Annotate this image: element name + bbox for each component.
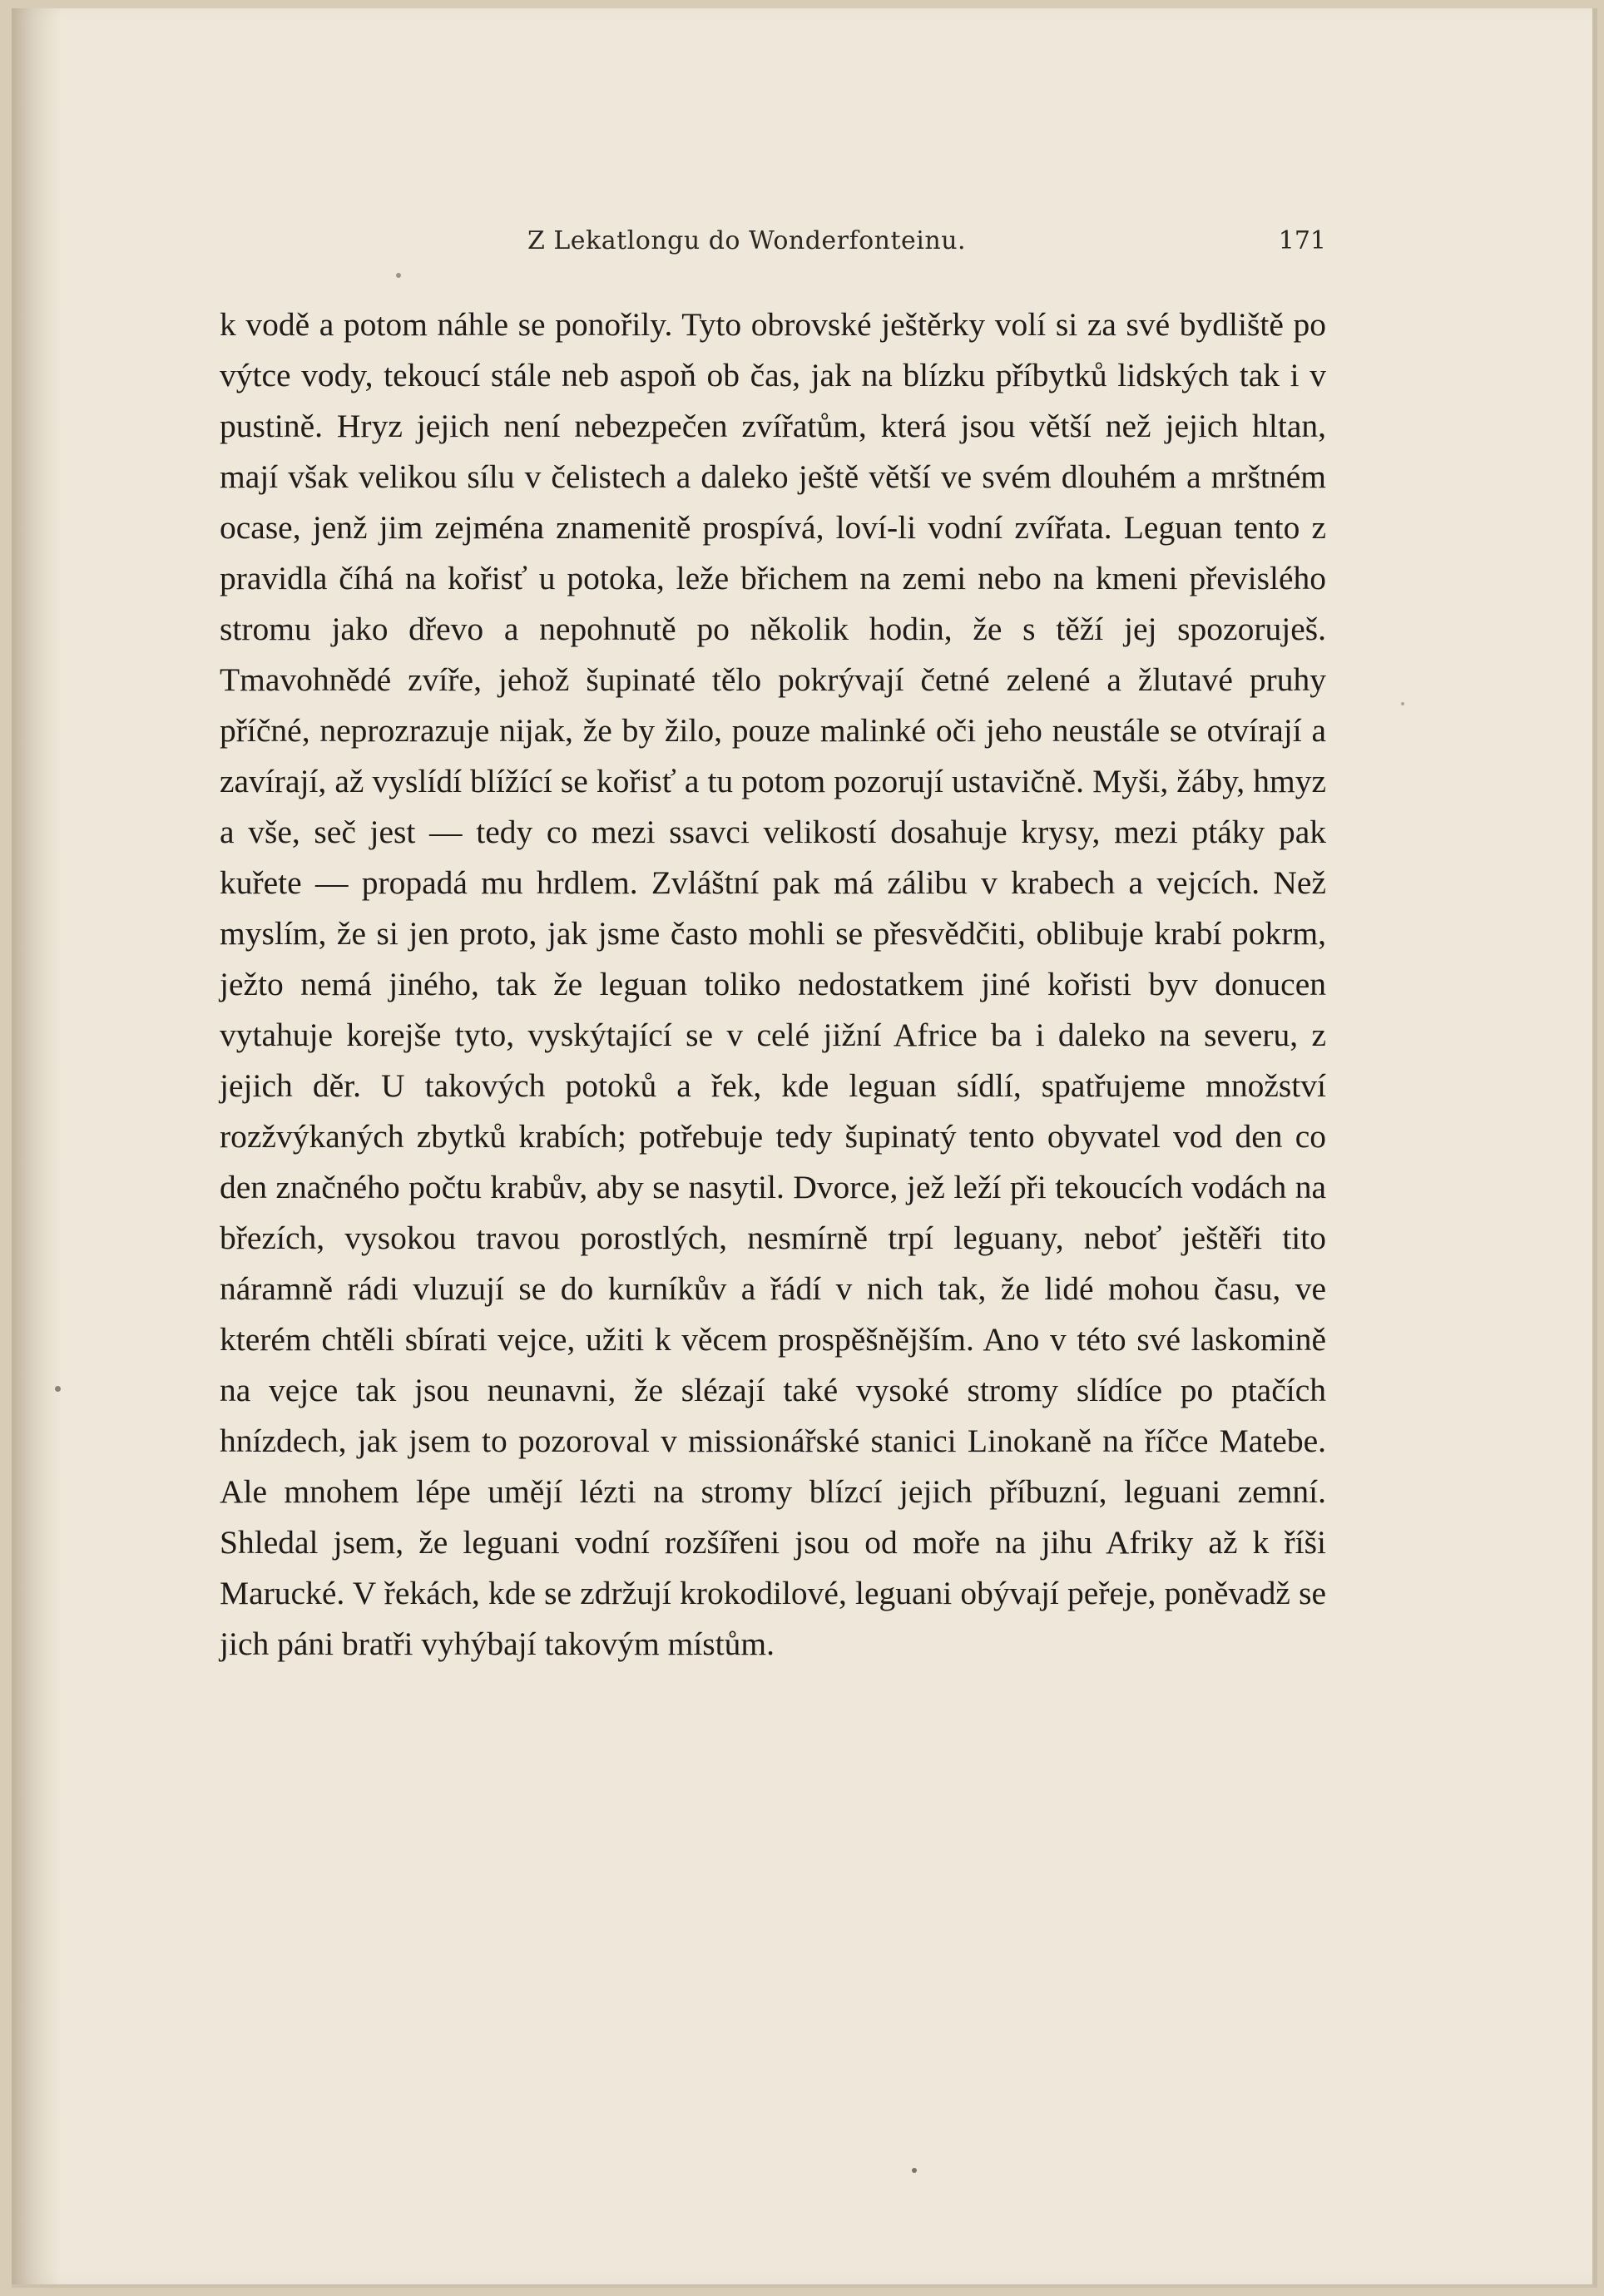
page-gutter-shadow	[12, 8, 62, 2284]
body-paragraph: k vodě a potom náhle se ponořily. Tyto obrovské ještěrky volí si za své bydliště po výtce vody, tekoucí stále neb aspoň ob čas, jak na blízku příbytků lidských tak i v pustině. Hryz jejich není nebezpečen zvířatům, která jsou větší než jejich hltan, mají však velikou sílu v čelistech a daleko ještě větší ve svém dlouhém a mrštném ocase, jenž jim zejména znamenitě prospívá, loví-li vodní zvířata. Leguan tento z pravidla číhá na kořisť u potoka, leže břichem na zemi nebo na kmeni převislého stromu jako dřevo a nepohnutě po několik hodin, že s těží jej spozoruješ. Tmavohnědé zvíře, jehož šupinaté tělo pokrývají četné zelené a žlutavé pruhy příčné, neprozrazuje nijak, že by žilo, pouze malinké oči jeho neustále se otvírají a zavírají, až vyslídí blížící se kořisť a tu potom pozorují ustavičně. Myši, žáby, hmyz a vše, seč jest — tedy co mezi ssavci velikostí dosahuje krysy, mezi ptáky pak kuřete — propadá mu hrdlem. Zvláštní pak má zálibu v krabech a vejcích. Než myslím, že si jen proto, jak jsme často mohli se přesvědčiti, oblibuje krabí pokrm, ježto nemá jiného, tak že leguan toliko nedostatkem jiné kořisti byv donucen vytahuje korejše tyto, vyskýtající se v celé jižní Africe ba i daleko na severu, z jejich děr. U takových potoků a řek, kde leguan sídlí, spatřujeme množství rozžvýkaných zbytků krabích; potřebuje tedy šupinatý tento obyvatel vod den co den značného počtu krabův, aby se nasytil. Dvorce, jež leží při tekoucích vodách na březích, vysokou travou porostlých, nesmírně trpí leguany, neboť ještěři tito náramně rádi vluzují se do kurníkův a řádí v nich tak, že lidé mohou času, ve kterém chtěli sbírati vejce, užiti k věcem prospěšnějším. Ano v této své laskomině na vejce tak jsou neunavni, že slézají také vysoké stromy slídíce po ptačích hnízdech, jak jsem to pozoroval v missionářské stanici Linokaně na říčce Matebe. Ale mnohem lépe umějí lézti na stromy blízcí jejich příbuzní, leguani zemní. Shledal jsem, že leguani vodní rozšířeni jsou od moře na jihu Afriky až k říši Marucké. V řekách, kde se zdržují krokodilové, leguani obývají peřeje, poněvadž se jich páni bratři vyhýbají takovým místům.	[220, 306, 1326, 1662]
running-head: Z Lekatlongu do Wonderfonteinu.	[527, 226, 967, 255]
page-header	[220, 218, 1326, 268]
page-number: 171	[1278, 226, 1326, 255]
ink-speck	[55, 1386, 61, 1392]
book-page	[12, 8, 1597, 2288]
ink-speck	[1401, 702, 1404, 705]
ink-speck	[396, 273, 401, 278]
ink-speck	[912, 2168, 917, 2173]
